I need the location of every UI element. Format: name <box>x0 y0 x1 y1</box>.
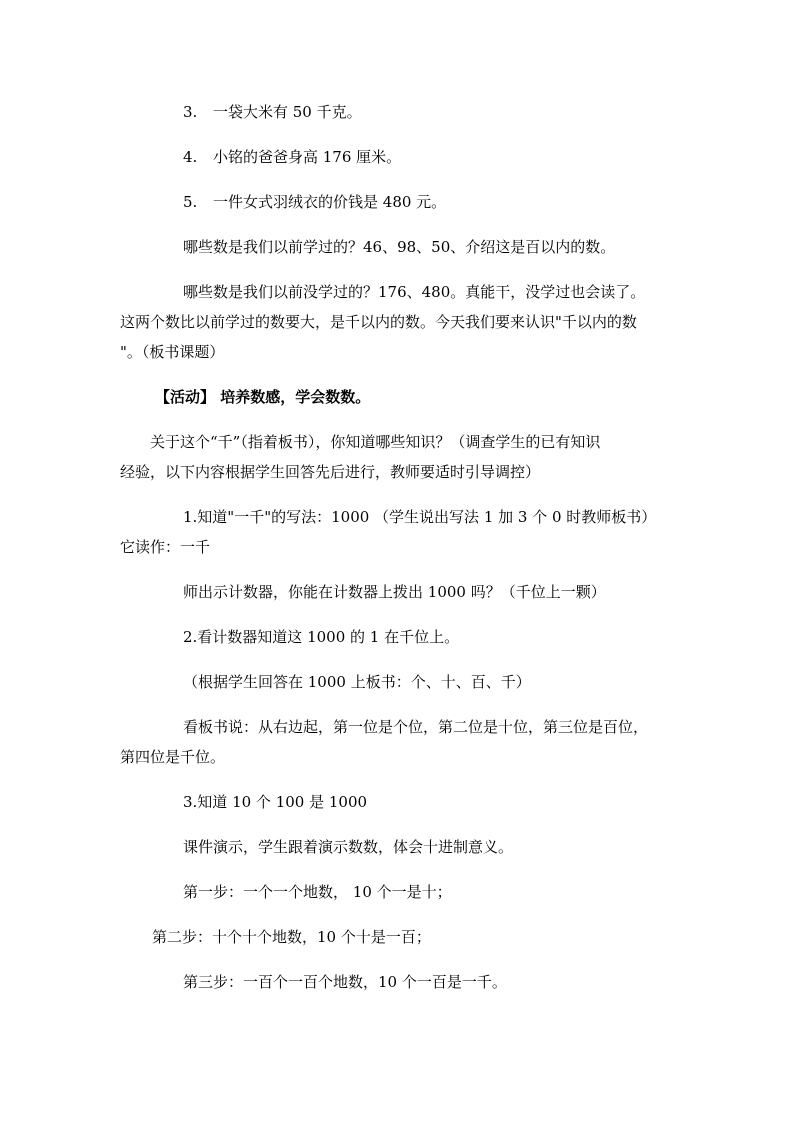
list-number: 3. <box>183 103 198 121</box>
paragraph-thousands-place: 2.看计数器知道这 1000 的 1 在千位上。 <box>183 628 460 646</box>
list-item-3 <box>183 102 362 122</box>
paragraph-courseware: 课件演示，学生跟着演示数数，体会十进制意义。 <box>183 838 514 856</box>
list-number: 5. <box>183 193 198 211</box>
paragraph-know-1000-line-2: 它读作：一千 <box>120 538 211 556</box>
list-text: 一袋大米有 50 千克。 <box>213 103 362 121</box>
list-item-5 <box>183 192 446 212</box>
paragraph-counter: 师出示计数器，你能在计数器上拨出 1000 吗？（千位上一颗） <box>183 583 606 601</box>
paragraph-places-line-2: 第四位是千位。 <box>120 748 226 766</box>
list-number: 4. <box>183 148 198 166</box>
activity-heading: 【活动】 培养数感，学会数数。 <box>155 388 371 406</box>
paragraph-about-qian-line-2: 经验，以下内容根据学生回答先后进行，教师要适时引导调控） <box>120 463 541 481</box>
paragraph-unlearned-line-2: 这两个数比以前学过的数要大，是千以内的数。今天我们要来认识"千以内的数 <box>120 313 637 331</box>
paragraph-unlearned-line-3: "。（板书课题） <box>120 343 225 361</box>
list-text: 一件女式羽绒衣的价钱是 480 元。 <box>213 193 447 211</box>
paragraph-learned-numbers: 哪些数是我们以前学过的？46、98、50、介绍这是百以内的数。 <box>183 238 616 256</box>
paragraph-step-1: 第一步：一个一个地数， 10 个一是十； <box>183 883 452 901</box>
list-text: 小铭的爸爸身高 176 厘米。 <box>213 148 402 166</box>
paragraph-ten-hundreds: 3.知道 10 个 100 是 1000 <box>183 793 368 811</box>
paragraph-step-2: 第二步：十个十个地数，10 个十是一百； <box>152 928 431 946</box>
paragraph-places-line-1: 看板书说：从右边起，第一位是个位，第二位是十位，第三位是百位， <box>183 718 649 736</box>
list-item-4 <box>183 147 401 167</box>
paragraph-step-3: 第三步：一百个一百个地数，10 个一百是一千。 <box>183 973 507 991</box>
paragraph-about-qian-line-1: 关于这个“千”（指着板书），你知道哪些知识？（调查学生的已有知识 <box>150 433 601 451</box>
paragraph-board-places: （根据学生回答在 1000 上板书：个、十、百、千） <box>183 673 531 691</box>
paragraph-unlearned-line-1: 哪些数是我们以前没学过的？176、480。真能干，没学过也会读了。 <box>183 283 646 301</box>
paragraph-know-1000-line-1: 1.知道"一千"的写法：1000 （学生说出写法 1 加 3 个 0 时教师板书） <box>183 508 657 526</box>
